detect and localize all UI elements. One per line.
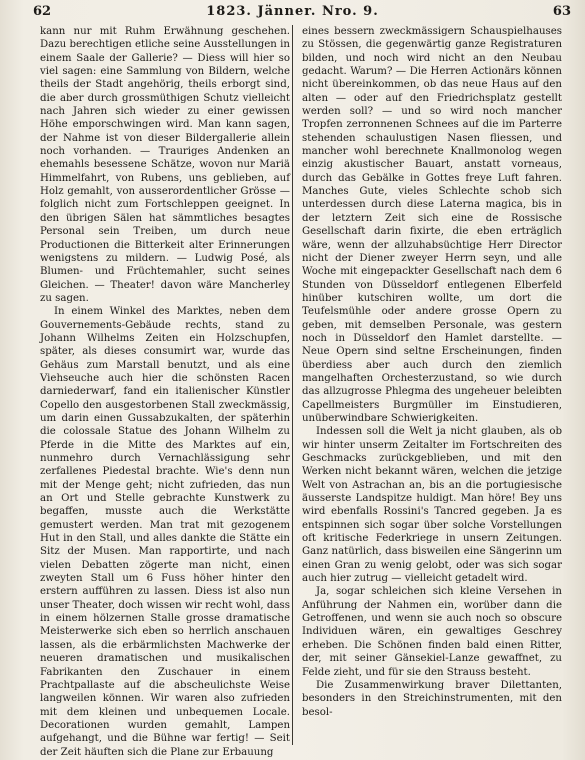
paragraph: Indessen soll die Welt ja nicht glauben, als ob wir hinter unserm Zeitalter im Fortschreiten des Geschmacks zurückgeblieben, und mit den Werken nicht bekannt wären, welchen die jetzige Welt von Astrachan an, bis an die portugiesische äusserste Landspitze huldigt. Man höre! Bey uns wird ebenfalls Rossini's Tancred gegeben. Ja es entspinnen sich sogar über solche Vorstellungen oft kritische Federkriege in unsern Zeitungen. Ganz natürlich, dass bisweilen eine Sängerinn um einen Gran zu wenig gelobt, oder was sich sogar auch hier zutrug — vielleicht getadelt wird. <box>302 426 562 585</box>
paragraph: Die Zusammenwirkung braver Dilettanten, besonders in den Streichinstrumenten, mit den besol- <box>302 679 562 718</box>
paragraph: kann nur mit Ruhm Erwähnung geschehen. Dazu berechtigen etliche seine Ausstellungen in einem Saale der Gallerie? — Diess will hier so viel sagen: eine Sammlung von Bildern, welche theils der Stadt angehörig, theils erborgt sind, die aber durch grossmüthigen Schutz vielleicht nach Jahren sich wieder zu einer gewissen Höhe emporschwingen wird. Man kann sagen, der Nahme ist von dieser Bildergallerie allein noch vorhanden. — Trauriges Andenken an ehemahls besessene Schätze, wovon nur Mariä Himmelfahrt, von Rubens, uns geblieben, auf Holz gemahlt, von ausserordentlicher Grösse — folglich nicht zum Fortschleppen geeignet. In den übrigen Sälen hat sämmtliches besagtes Personal sein Treiben, um durch neue Productionen die Bitterkeit alter Erinnerungen wenigstens zu mildern. — Ludwig Posé, als Blumen- und Früchtemahler, sucht seines Gleichen. — Theater! davon wäre Mancherley zu sagen. <box>40 26 290 304</box>
paragraph: eines bessern zweckmässigern Schauspielhauses zu Stössen, die gegenwärtig ganze Registraturen bilden, und noch wird nicht an den Neubau gedacht. Warum? — Die Herren Actionärs können nicht übereinkommen, ob das neue Haus auf den alten — oder auf den Friedrichsplatz gestellt werden soll? — und so wird noch mancher Tropfen zerronnenen Schnees auf die im Parterre stehenden schaulustigen Nasen fliessen, und mancher wohl berechnete Knallmonolog wegen einzig akustischer Bauart, anstatt vorneaus, durch das Gebälke in Gottes freye Luft fahren. Manches Gute, vieles Schlechte schob sich unterdessen durch diese Laterna magica, bis in der letztern Zeit sich eine de Rossische Gesellschaft darin fixirte, die eben erträglich wäre, wenn der allzuhabsüchtige Herr Director nicht der Diener zweyer Herrn seyn, und alle Woche mit eingepackter Gesellschaft nach dem 6 Stunden von Düsseldorf entlegenen Elberfeld hinüber kutschiren wollte, um dort die Teufelsmühle oder andere grosse Opern zu geben, mit demselben Personale, was gestern noch in Düsseldorf den Hamlet darstellte. — Neue Opern sind seltne Erscheinungen, finden überdiess aber auch durch den ziemlich mangelhaften Orchesterzustand, so wie durch das allzugrosse Phlegma des ungeheuer beleibten Capellmeisters Burgmüller im Einstudieren, unüberwindbare Schwierigkeiten. <box>302 26 562 424</box>
page-header <box>0 4 585 24</box>
page-number-right: 63 <box>552 4 571 19</box>
left-text-column <box>40 25 290 759</box>
column-divider <box>292 25 293 745</box>
paragraph: In einem Winkel des Marktes, neben dem Gouvernements-Gebäude rechts, stand zu Johann Wilhelms Zeiten ein Holzschupfen, später, als dieses consumirt war, wurde das Gehäus zum Marstall benutzt, und als eine Viehseuche auch hier die schönsten Racen darniederwarf, fand ein italienischer Künstler Copello den ausgestorbenen Stall zweckmässig, um darin einen Gussabzukalten, der späterhin die colossale Statue des Johann Wilhelm zu Pferde in die Mitte des Marktes auf ein, nunmehro durch Vernachlässigung sehr zerfallenes Piedestal brachte. Wie's denn nun mit der Menge geht; nicht zufrieden, das nun an Ort und Stelle gebrachte Kunstwerk zu begaffen, musste auch die Werkstätte gemustert werden. Man trat mit gezogenem Hut in den Stall, und alles dankte die Stätte ein Sitz der Musen. Man rapportirte, und nach vielen Debatten zögerte man nicht, einen zweyten Stall um 6 Fuss höher hinter den erstern aufführen zu lassen. Diess ist also nun unser Theater, doch wissen wir recht wohl, dass in einem hölzernen Stalle grosse dramatische Meisterwerke sich eben so herrlich anschauen lassen, als die erbärmlichsten Machwerke der neueren dramatischen und musikalischen Fabrikanten den Zuschauer in einem Prachtpallaste auf die abscheulichste Weise langweilen können. Wir waren also zufrieden mit dem kleinen und unbequemen Locale. Decorationen wurden gemahlt, Lampen aufgehangt, und die Bühne war fertig! — Seit der Zeit häuften sich die Plane zur Erbauung <box>40 306 290 758</box>
right-text-column <box>302 25 562 719</box>
page-number-left: 62 <box>33 4 52 19</box>
issue-title: 1823. Jänner. Nro. 9. <box>206 4 379 19</box>
paragraph: Ja, sogar schleichen sich kleine Versehen in Anführung der Nahmen ein, worüber dann die Getroffenen, und wenn sie auch noch so obscure Individuen wären, ein gewaltiges Geschrey erheben. Die Schönen finden bald einen Ritter, der, mit seiner Gänsekiel-Lanze gewaffnet, zu Felde zieht, und für sie den Strauss besteht. <box>302 586 562 678</box>
